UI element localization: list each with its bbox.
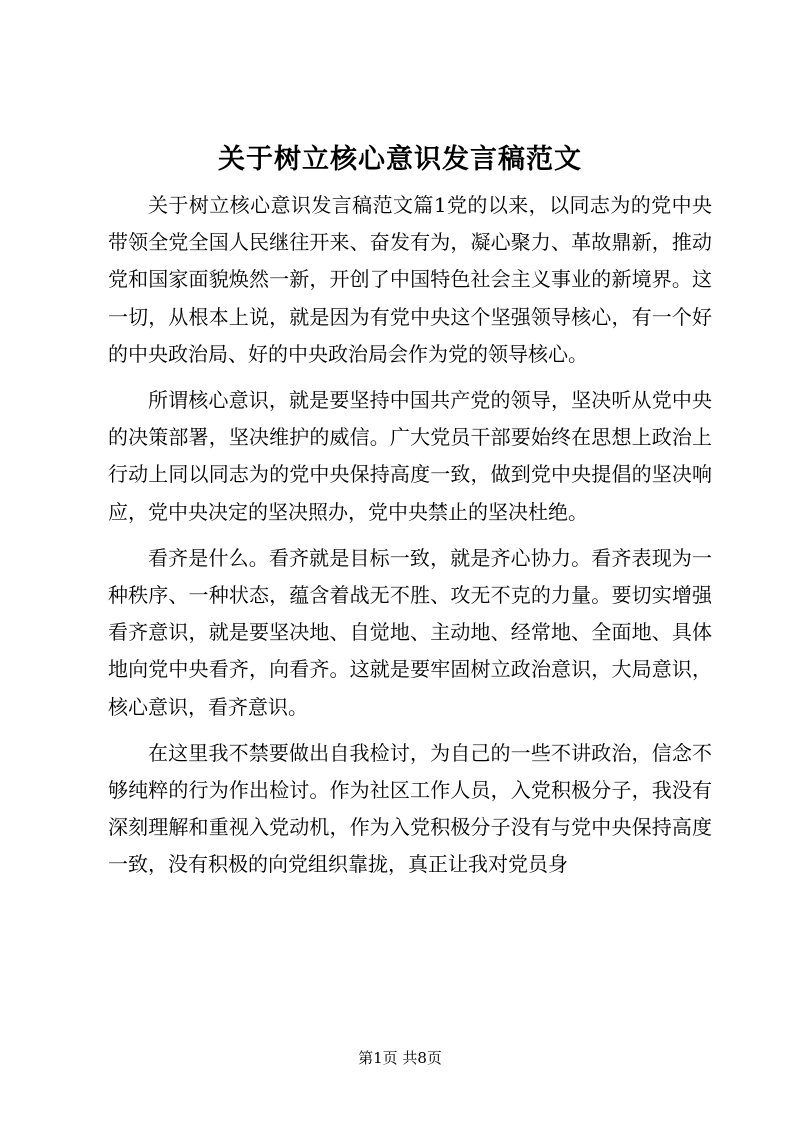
paragraph-2: 所谓核心意识，就是要坚持中国共产党的领导，坚决听从党中央的决策部署，坚决维护的威信。广大党员干部要始终在思想上政治上行动上同以同志为的党中央保持高度一致，做到党中央提倡的坚决响应，党中央决定的坚决照办，党中央禁止的坚决杜绝。 (108, 388, 712, 524)
paragraph-3: 看齐是什么。看齐就是目标一致，就是齐心协力。看齐表现为一种秩序、一种状态，蕴含着战无不胜、攻无不克的力量。要切实增强看齐意识，就是要坚决地、自觉地、主动地、经常地、全面地、具体地向党中央看齐，向看齐。这就是要牢固树立政治意识，大局意识，核心意识，看齐意识。 (108, 545, 712, 719)
document-title: 关于树立核心意识发言稿范文 (218, 144, 582, 175)
paragraph-4: 在这里我不禁要做出自我检讨，为自己的一些不讲政治，信念不够纯粹的行为作出检讨。作为社区工作人员，入党积极分子，我没有深刻理解和重视入党动机，作为入党积极分子没有与党中央保持高度一致，没有积极的向党组织靠拢，真正让我对党员身 (108, 740, 712, 877)
page-number-footer: 第1页 共8页 (358, 1049, 442, 1067)
paragraph-1: 关于树立核心意识发言稿范文篇1党的以来，以同志为的党中央带领全党全国人民继往开来、奋发有为，凝心聚力、革故鼎新，推动党和国家面貌焕然一新，开创了中国特色社会主义事业的新境界。这一切，从根本上说，就是因为有党中央这个坚强领导核心，有一个好的中央政治局、好的中央政治局会作为党的领导核心。 (108, 193, 712, 366)
document-body (108, 187, 712, 893)
